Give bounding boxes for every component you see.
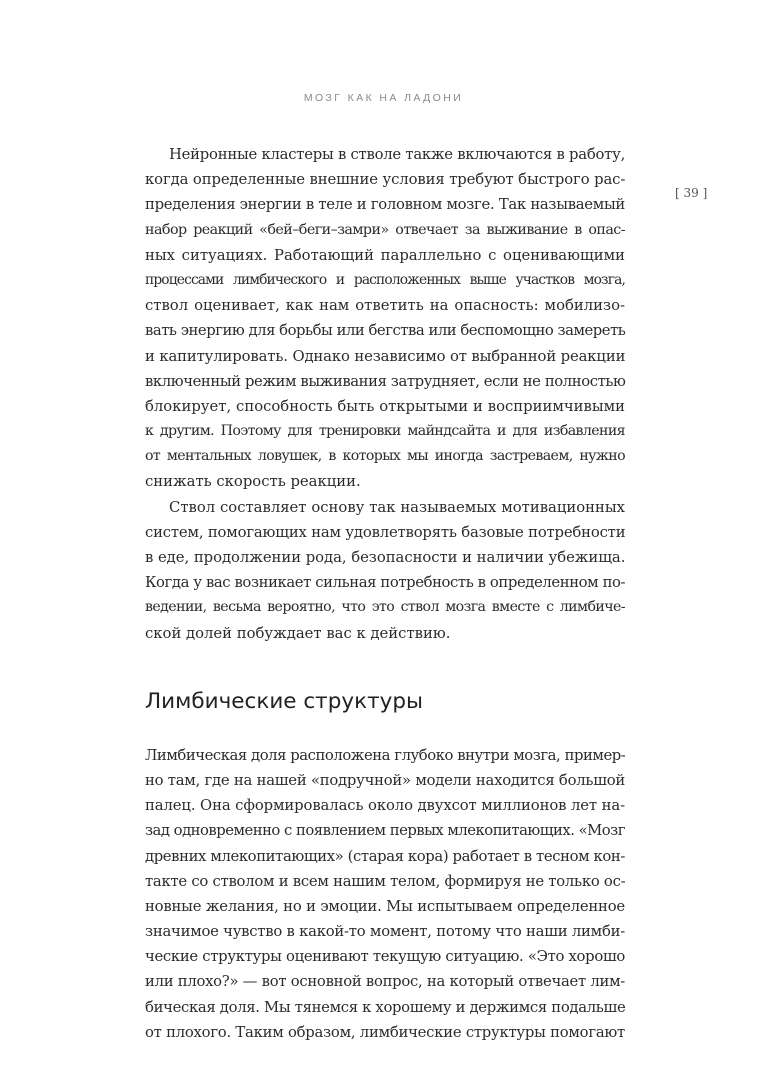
text-line: ствол оценивает, как нам ответить на опасность: мобилизо- [145, 297, 625, 315]
text-line: вать энергию для борьбы или бегства или беспомощно замереть [145, 322, 626, 340]
text-line: ской долей побуждает вас к действию. [145, 624, 451, 642]
text-line: ческие структуры оценивают текущую ситуацию. «Это хорошо [145, 948, 625, 966]
text-line: Когда у вас возникает сильная потребность в определенном по- [145, 574, 626, 592]
page-number: [ 39 ] [675, 186, 708, 200]
paragraph-neural-clusters [145, 142, 625, 495]
text-line: снижать скорость реакции. [145, 473, 361, 491]
text-line: когда определенные внешние условия требуют быстрого рас- [145, 171, 626, 189]
text-line: значимое чувство в какой-то момент, потому что наши лимби- [145, 923, 625, 941]
text-line: от плохого. Таким образом, лимбические структуры помогают [145, 1023, 625, 1041]
text-line: ных ситуациях. Работающий параллельно с оценивающими [145, 246, 625, 264]
text-line: систем, помогающих нам удовлетворять базовые потребности [145, 523, 626, 541]
text-line: Ствол составляет основу так называемых мотивационных [169, 498, 625, 516]
text-line: такте со стволом и всем нашим телом, формируя не только ос- [145, 872, 626, 890]
text-line: от ментальных ловушек, в которых мы иногда застреваем, нужно [145, 448, 625, 465]
paragraph-limbic-lobe [145, 743, 625, 1045]
text-line: бическая доля. Мы тянемся к хорошему и держимся подальше [145, 998, 626, 1016]
text-line: блокирует, способность быть открытыми и восприимчивыми [145, 397, 625, 415]
text-line: палец. Она сформировалась около двухсот миллионов лет на- [145, 797, 625, 815]
text-line: зад одновременно с появлением первых млекопитающих. «Мозг [145, 822, 625, 840]
text-line: но там, где на нашей «подручной» модели находится большой [145, 771, 625, 789]
text-line: в еде, продолжении рода, безопасности и наличии убежища. [145, 549, 626, 566]
text-line: или плохо?» — вот основной вопрос, на который отвечает лим- [145, 973, 626, 991]
section-heading: Лимбические структуры [145, 688, 423, 714]
text-line: ведении, весьма вероятно, что это ствол мозга вместе с лимбиче- [145, 599, 625, 616]
text-line: к другим. Поэтому для тренировки майндсайта и для избавления [145, 423, 625, 440]
text-line: новные желания, но и эмоции. Мы испытываем определенное [145, 897, 625, 915]
text-line: включенный режим выживания затрудняет, если не полностью [145, 372, 626, 390]
paragraph-motivation-systems [145, 495, 625, 646]
text-line: Лимбическая доля расположена глубоко внутри мозга, пример- [145, 746, 626, 764]
text-line: и капитулировать. Однако независимо от выбранной реакции [145, 347, 626, 365]
page-body [145, 142, 625, 1045]
text-line: набор реакций «бей–беги–замри» отвечает за выживание в опас- [145, 221, 625, 238]
text-line: пределения энергии в теле и головном мозге. Так называемый [145, 196, 625, 214]
text-line: Нейронные кластеры в стволе также включаются в работу, [169, 146, 626, 163]
text-line: процессами лимбического и расположенных выше участков мозга, [145, 271, 625, 288]
text-line: древних млекопитающих» (старая кора) работает в тесном кон- [145, 847, 625, 865]
running-head: МОЗГ КАК НА ЛАДОНИ [303, 92, 464, 104]
